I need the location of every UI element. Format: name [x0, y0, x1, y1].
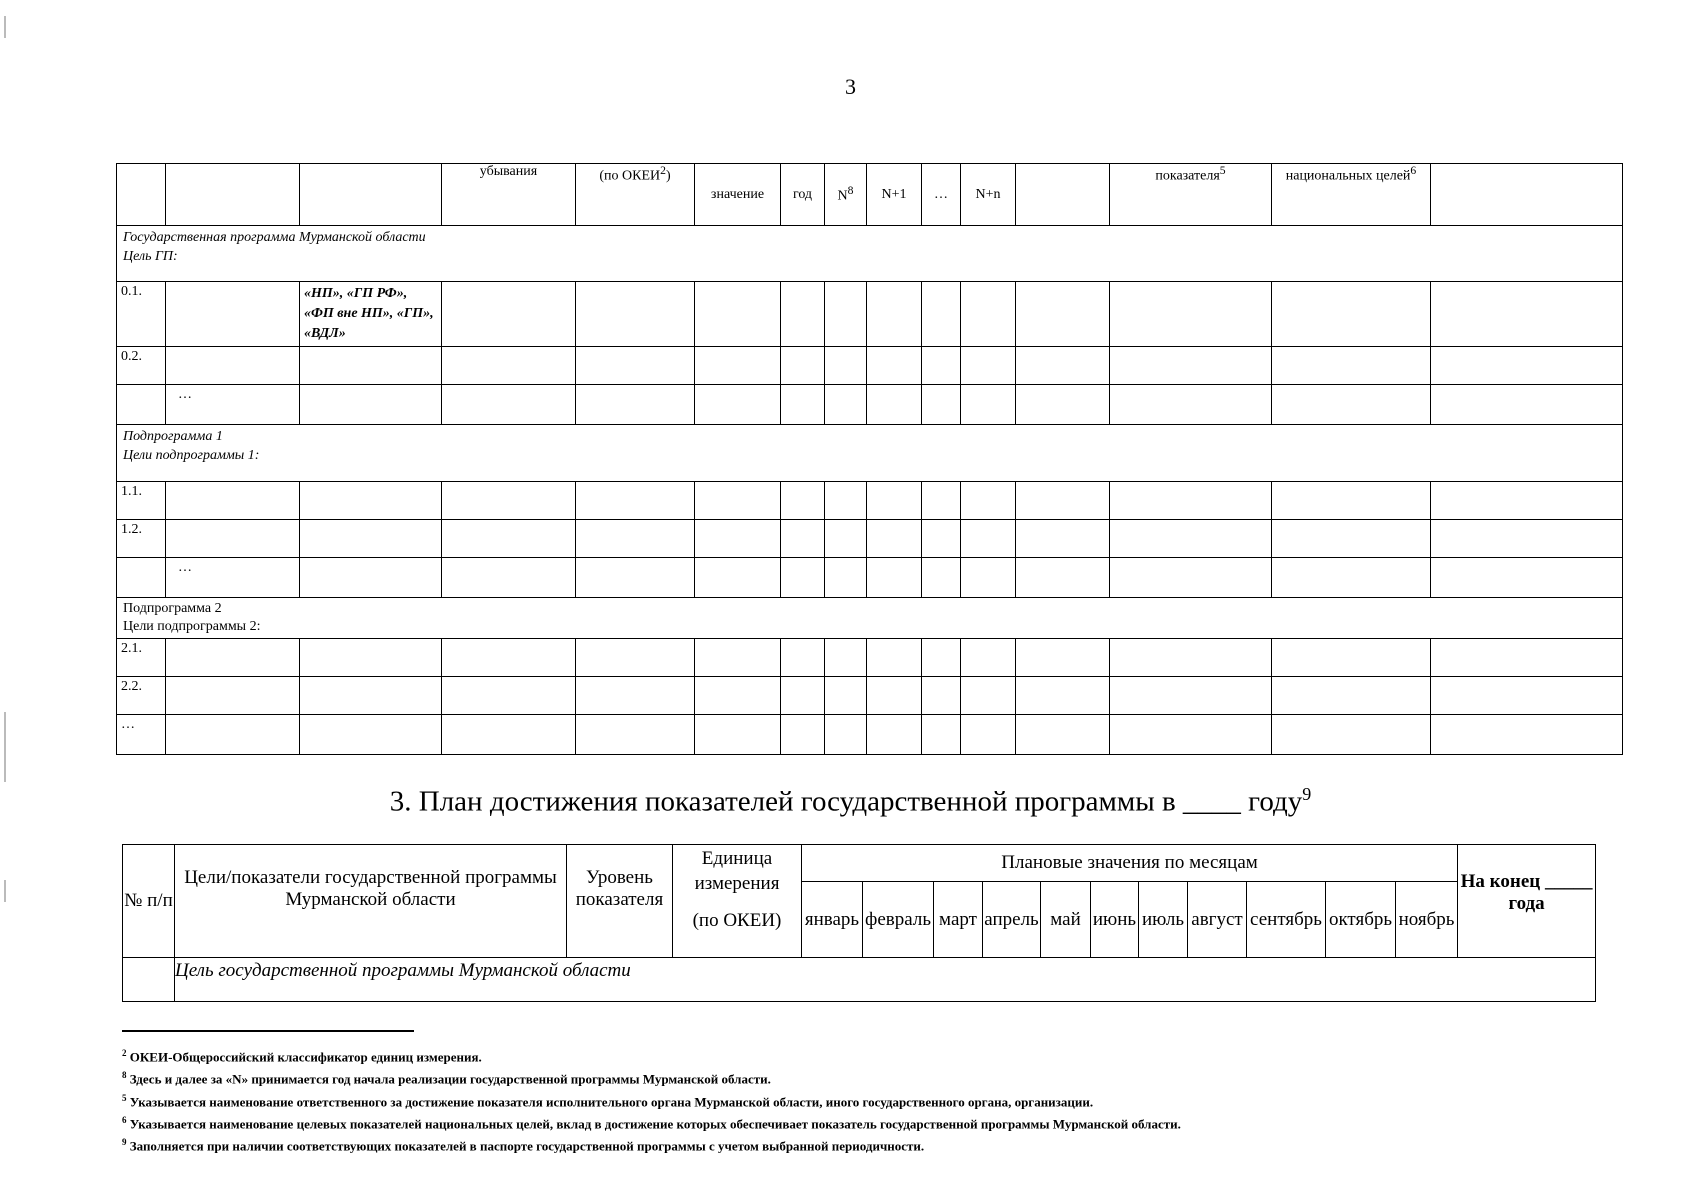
header-year-n1: N+1: [867, 164, 922, 226]
month-september: сентябрь: [1247, 882, 1326, 958]
month-october: октябрь: [1326, 882, 1396, 958]
section-title: Государственная программа Мурманской области: [123, 230, 426, 245]
header-base-value: значение: [695, 164, 781, 226]
month-january: январь: [802, 882, 863, 958]
header-year-nn: N+n: [961, 164, 1016, 226]
header-goals: Цели/показатели государственной программы Мурманской области: [175, 845, 567, 958]
header-responsible: показателя$^5$: [1110, 164, 1272, 226]
section-goal: Цель ГП:: [123, 249, 178, 264]
row-number: …: [117, 715, 166, 755]
table-row: [117, 677, 1623, 715]
table-header-row: [123, 845, 1596, 882]
month-march: март: [934, 882, 983, 958]
row-number: 0.1.: [117, 282, 166, 347]
table-row: [117, 482, 1623, 520]
footnote: $^8$ Здесь и далее за «N» принимается год начала реализации государственной программы Мурманской области.: [122, 1070, 771, 1087]
header-unit: Единица измерения (по ОКЕИ): [673, 845, 802, 958]
month-august: август: [1188, 882, 1247, 958]
footnote: $^6$ Указывается наименование целевых показателей национальных целей, вклад в достижение которых обеспечивает показатель государственной программы Мурманской области.: [122, 1114, 1181, 1132]
table-row: [117, 558, 1623, 598]
section-row-gp: [117, 226, 1623, 282]
scan-margin-mark: [4, 16, 6, 38]
page-number: 3: [845, 74, 856, 99]
footnote-separator: [122, 1030, 414, 1032]
header-number: № п/п: [123, 845, 175, 958]
section-goal: Цели подпрограммы 2:: [123, 619, 261, 634]
month-november: ноябрь: [1396, 882, 1458, 958]
month-february: февраль: [863, 882, 934, 958]
table-header-row: [117, 164, 1623, 226]
header-unit: (по ОКЕИ$^2$): [576, 164, 695, 226]
scan-margin-mark: [4, 712, 6, 782]
table-row: [117, 639, 1623, 677]
section-3-title: 3. План достижения показателей государственной программы в ____ году$^9$: [389, 784, 1312, 818]
row-number: 1.1.: [117, 482, 166, 520]
indicators-table-continuation: [116, 163, 1623, 755]
goal-row: [123, 958, 1596, 1002]
table-row: [117, 520, 1623, 558]
section-title: Подпрограмма 1: [123, 429, 223, 444]
footnote: $^2$ ОКЕИ-Общероссийский классификатор единиц измерения.: [122, 1048, 482, 1065]
header-base-year: год: [781, 164, 825, 226]
scan-margin-mark: [4, 880, 6, 902]
footnotes: [122, 1044, 1181, 1156]
table-row: [117, 347, 1623, 385]
header-year-n: $N^8$: [825, 164, 867, 226]
table-row: [117, 715, 1623, 755]
section-row-sub2: [117, 598, 1623, 639]
goal-row-label: Цель государственной программы Мурманской области: [175, 958, 1596, 1002]
month-april: апрель: [983, 882, 1041, 958]
row-ellipsis: …: [166, 558, 300, 598]
row-number: 2.2.: [117, 677, 166, 715]
section-title: Подпрограмма 2: [123, 601, 222, 616]
header-direction: убывания: [442, 164, 576, 226]
month-july: июль: [1139, 882, 1188, 958]
month-june: июнь: [1091, 882, 1139, 958]
header-year-ellipsis: …: [922, 164, 961, 226]
month-may: май: [1041, 882, 1091, 958]
header-national-goals: национальных целей$^6$: [1272, 164, 1431, 226]
table-row: [117, 282, 1623, 347]
row-number: 1.2.: [117, 520, 166, 558]
section-row-sub1: [117, 425, 1623, 482]
header-monthly-values: Плановые значения по месяцам: [802, 845, 1458, 882]
row-number: 2.1.: [117, 639, 166, 677]
row-ellipsis: …: [166, 385, 300, 425]
row-number: 0.2.: [117, 347, 166, 385]
indicator-type: «НП», «ГП РФ», «ФП вне НП», «ГП», «ВДЛ»: [300, 282, 442, 347]
header-year-end: На конец _____ года: [1458, 845, 1596, 958]
header-level: Уровень показателя: [567, 845, 673, 958]
footnote: $^5$ Указывается наименование ответственного за достижение показателя исполнительного органа Мурманской области, иного государственного органа, организации.: [122, 1092, 1094, 1109]
table-row: [117, 385, 1623, 425]
monthly-plan-table: [122, 844, 1596, 1002]
section-goal: Цели подпрограммы 1:: [123, 448, 260, 463]
footnote: $^9$ Заполняется при наличии соответствующих показателей в паспорте государственной программы с учетом выбранной периодичности.: [122, 1137, 925, 1154]
